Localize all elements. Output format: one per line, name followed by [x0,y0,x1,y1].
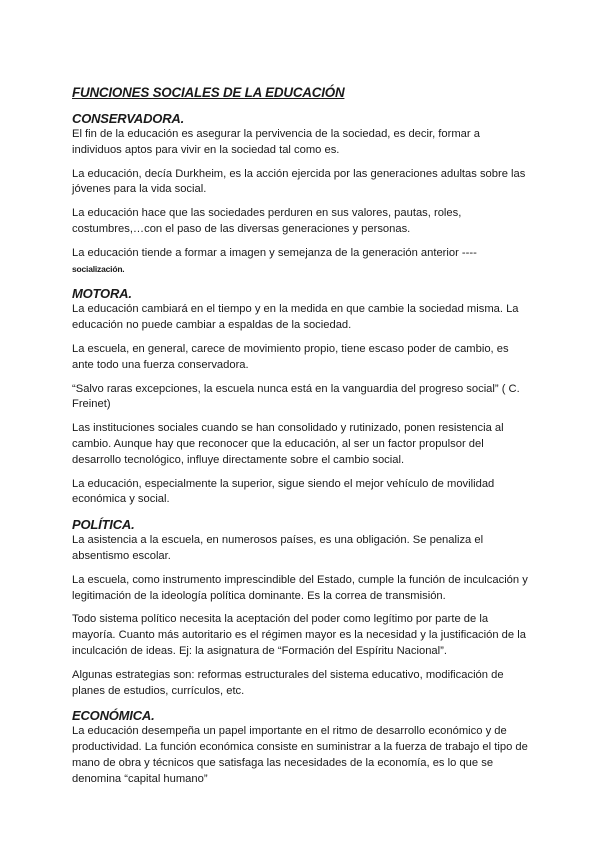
paragraph-with-note [72,246,530,278]
paragraph: Todo sistema político necesita la aceptación del poder como legítimo por parte de la mayoría. Cuanto más autoritario es el régimen mayor es la necesidad y la justificación de la inculcación de ideas. Ej: la asignatura de “Formación del Espíritu Nacional”. [72,613,526,657]
section-heading: CONSERVADORA. [72,111,185,126]
paragraph: La educación desempeña un papel importante en el ritmo de desarrollo económico y de productividad. La función económica consiste en suministrar a la fuerza de trabajo el tipo de mano de obra y técnicos que satisfaga las necesidades de la economía, es lo que se denomina “capital humano” [72,725,528,785]
section-heading: MOTORA. [72,286,132,302]
paragraph-text: La educación tiende a formar a imagen y semejanza de la generación anterior ---- [72,246,477,259]
paragraph: El fin de la educación es asegurar la pervivencia de la sociedad, es decir, formar a individuos aptos para vivir en la sociedad tal como es. [72,128,480,156]
tail-note: socialización. [72,263,125,274]
section-economica [72,707,530,787]
paragraph: “Salvo raras excepciones, la escuela nunca está en la vanguardia del progreso social” ( C. Freinet) [72,382,520,411]
section-heading: POLÍTICA. [72,517,135,533]
paragraph: Las instituciones sociales cuando se han consolidado y rutinizado, ponen resistencia al cambio. Aunque hay que reconocer que la educación, al ser un factor propulsor del desarrollo tecnológico, influye directamente sobre el cambio social. [72,422,504,466]
paragraph: La educación hace que las sociedades perduren en sus valores, pautas, roles, costumbres,…con el paso de las diversas generaciones y personas. [72,207,462,235]
paragraph: La educación, especialmente la superior, sigue siendo el mejor vehículo de movilidad económica y social. [72,477,495,506]
document-title: FUNCIONES SOCIALES DE LA EDUCACIÓN [72,85,345,100]
document-page [72,84,530,796]
paragraph: La educación, decía Durkheim, es la acción ejercida por las generaciones adultas sobre las jóvenes para la vida social. [72,167,526,196]
section-conservadora [72,110,530,277]
paragraph: La educación cambiará en el tiempo y en la medida en que cambie la sociedad misma. La educación no puede cambiar a espaldas de la sociedad. [72,303,519,332]
paragraph: La escuela, en general, carece de movimiento propio, tiene escaso poder de cambio, es ante todo una fuerza conservadora. [72,342,509,371]
paragraph: La escuela, como instrumento imprescindible del Estado, cumple la función de inculcación y legitimación de la ideología política dominante. Es la correa de transmisión. [72,573,528,602]
section-politica [72,516,530,699]
paragraph: La asistencia a la escuela, en numerosos países, es una obligación. Se penaliza el absentismo escolar. [72,534,484,562]
paragraph: Algunas estrategias son: reformas estructurales del sistema educativo, modificación de planes de estudios, currículos, etc. [72,668,504,697]
section-motora [72,285,530,508]
section-heading: ECONÓMICA. [72,708,155,724]
